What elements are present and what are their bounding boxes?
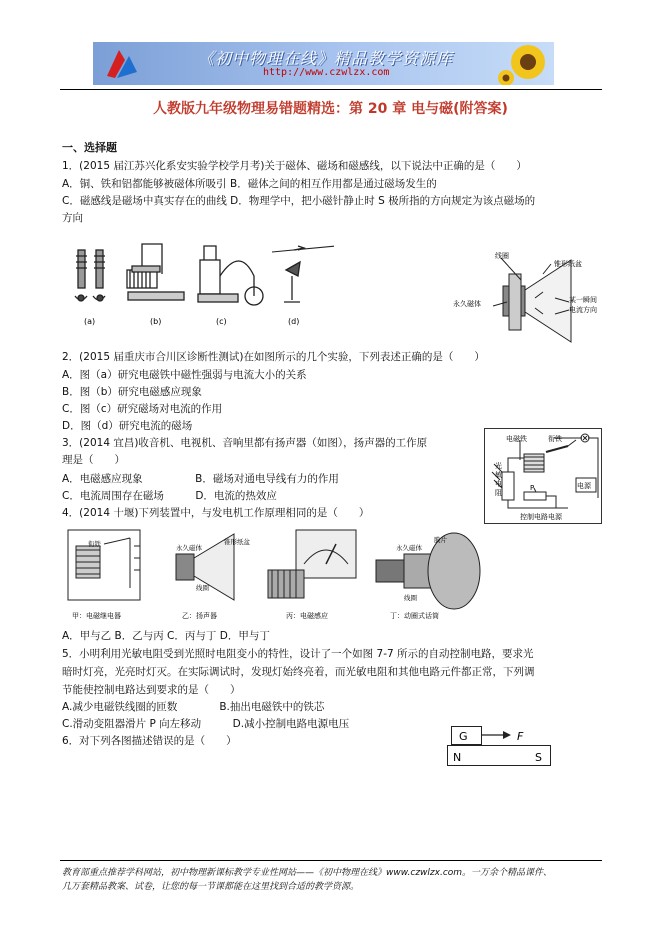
q6-label-g: G <box>459 730 468 743</box>
q4-caption-ding: 丁：动圈式话筒 <box>390 612 439 620</box>
q2-option-c: C．图（c）研究磁场对电流的作用 <box>62 403 223 415</box>
q4-inner-label-speaker-cone: 锥形纸盆 <box>224 538 250 546</box>
q5-line-3: 节能使控制电路达到要求的是（ ） <box>62 684 241 696</box>
relay-label-power: 电源 <box>577 482 591 490</box>
q4-devices-figure <box>64 524 484 624</box>
relay-label-photo-4: 阻 <box>495 489 502 497</box>
q6-label-s: S <box>535 751 542 764</box>
q6-label-n: N <box>453 751 462 764</box>
q4-inner-label-mic-magnet: 永久磁体 <box>396 544 422 552</box>
q5-line-2: 暗时灯亮，光亮时灯灭。在实际调试时，发现灯始终亮着，而光敏电阻和其他电路元件都正常，下列调 <box>62 666 535 678</box>
header-banner <box>93 42 554 85</box>
relay-label-electromagnet: 电磁铁 <box>506 435 527 443</box>
q6-magnet-figure <box>447 726 551 768</box>
section-heading: 一、选择题 <box>62 141 117 154</box>
page-title: 人教版九年级物理易错题精选：第 20 章 电与磁(附答案) <box>153 101 508 117</box>
speaker-figure <box>453 250 603 350</box>
q2-label-d: (d) <box>288 317 300 326</box>
banner-url[interactable]: http://www.czwlzx.com <box>263 67 390 78</box>
q4-inner-label-mic-coil: 线圈 <box>404 594 417 602</box>
relay-circuit-figure <box>484 428 602 524</box>
header-rule <box>60 89 602 90</box>
q2-stem: 2．(2015 届重庆市合川区诊断性测试)在如图所示的几个实验，下列表述正确的是（ ） <box>62 351 485 363</box>
relay-label-photo-3: 电 <box>495 480 502 488</box>
footer-line-1: 教育部重点推荐学科网站，初中物理新课标教学专业性网站——《初中物理在线》www.czwlzx.com。一万余个精品课件、 <box>62 868 553 878</box>
q4-options: A．甲与乙 B．乙与丙 C．丙与丁 D．甲与丁 <box>62 630 270 642</box>
sunflower-icon <box>498 42 554 85</box>
q4-caption-jia: 甲：电磁继电器 <box>72 612 121 620</box>
speaker-label-moment: 某一瞬间 <box>569 296 597 304</box>
relay-label-photo-1: 光 <box>495 462 502 470</box>
q5-options-cd: C.滑动变阻器滑片 P 向左移动 D.减小控制电路电源电压 <box>62 718 350 730</box>
q5-line-1: 5．小明利用光敏电阻受到光照时电阻变小的特性，设计了一个如图 7-7 所示的自动控制电路，要求光 <box>62 648 534 660</box>
q2-experiments-figure <box>72 236 334 330</box>
q6-stem: 6．对下列各图描述错误的是（ ） <box>62 735 237 747</box>
q2-option-d: D．图（d）研究电流的磁场 <box>62 420 193 432</box>
q2-option-b: B．图（b）研究电磁感应现象 <box>62 386 202 398</box>
speaker-label-coil: 线圈 <box>495 252 509 260</box>
q4-caption-bing: 丙：电磁感应 <box>286 612 328 620</box>
q1-options-cd: C．磁感线是磁场中真实存在的曲线 D．物理学中，把小磁针静止时 S 极所指的方向规定为该点磁场的 <box>62 195 536 207</box>
q1-options-cd-cont: 方向 <box>62 212 83 224</box>
relay-label-slider-p: P <box>530 484 535 492</box>
speaker-label-cone: 锥形纸盆 <box>554 260 582 268</box>
q4-stem: 4．(2014 十堰)下列装置中，与发电机工作原理相同的是（ ） <box>62 507 370 519</box>
q2-label-a: (a) <box>84 317 96 326</box>
footer-rule <box>60 860 602 861</box>
banner-title: 《初中物理在线》精品教学资源库 <box>198 49 454 68</box>
q6-label-f: F <box>517 730 524 743</box>
q3-options-ab: A．电磁感应现象 B．磁场对通电导线有力的作用 <box>62 473 339 485</box>
speaker-label-current: 电流方向 <box>569 306 597 314</box>
q1-stem: 1．(2015 届江苏兴化系安实验学校学月考)关于磁体、磁场和磁感线，以下说法中正确的是（ ） <box>62 160 527 172</box>
q5-options-ab: A.减少电磁铁线圈的匝数 B.抽出电磁铁中的铁芯 <box>62 701 325 713</box>
speaker-label-magnet: 永久磁体 <box>453 300 481 308</box>
site-logo-icon <box>101 46 141 82</box>
q3-stem-cont: 理是（ ） <box>62 454 125 466</box>
q2-label-c: (c) <box>216 317 227 326</box>
q4-inner-label-relay-a: 衔铁 <box>88 540 101 548</box>
footer-line-2: 几万套精品教案、试卷，让您的每一节课都能在这里找到合适的教学资源。 <box>62 882 360 892</box>
relay-label-control-power: 控制电路电源 <box>520 513 562 521</box>
q3-options-cd: C．电流周围存在磁场 D．电流的热效应 <box>62 490 277 502</box>
q4-inner-label-speaker-magnet: 永久磁体 <box>176 544 202 552</box>
q4-inner-label-mic-diaphragm: 膜片 <box>434 536 447 544</box>
q2-option-a: A．图（a）研究电磁铁中磁性强弱与电流大小的关系 <box>62 369 307 381</box>
q4-inner-label-speaker-coil: 线圈 <box>196 584 209 592</box>
relay-label-photo-2: 敏 <box>495 471 502 479</box>
q2-label-b: (b) <box>150 317 162 326</box>
q1-options-ab: A．铜、铁和铝都能够被磁体所吸引 B．磁体之间的相互作用都是通过磁场发生的 <box>62 178 437 190</box>
q3-stem: 3．(2014 宜昌)收音机、电视机、音响里都有扬声器（如图），扬声器的工作原 <box>62 437 428 449</box>
relay-label-armature: 衔铁 <box>548 435 562 443</box>
q4-caption-yi: 乙：扬声器 <box>182 612 217 620</box>
